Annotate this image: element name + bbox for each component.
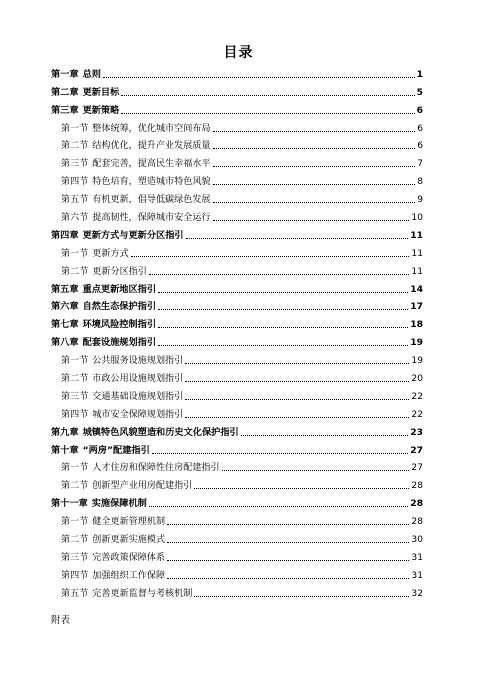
toc-section-entry[interactable] [51, 152, 423, 170]
entry-number: 第二节 [61, 141, 89, 152]
page-number: 19 [411, 356, 423, 367]
toc-section-entry[interactable] [51, 206, 423, 224]
entry-title: 更新目标 [82, 86, 120, 98]
page-number: 28 [411, 481, 423, 492]
toc-chapter-entry[interactable] [51, 296, 423, 314]
entry-number: 第一章 [51, 68, 79, 80]
dot-leader [167, 577, 409, 579]
dot-leader [241, 434, 408, 436]
entry-title: 配套完善，提高民生幸福水平 [92, 159, 211, 170]
entry-title: 重点更新地区指引 [82, 283, 157, 295]
dot-leader [167, 559, 409, 561]
page-number: 32 [411, 588, 423, 599]
page-number: 6 [416, 104, 423, 116]
entry-title: 健全更新管理机制 [92, 517, 166, 528]
page-number: 23 [410, 426, 423, 438]
entry-title: 完善政策保障体系 [92, 552, 166, 563]
toc-section-entry[interactable] [51, 403, 423, 421]
page-number: 20 [411, 374, 423, 385]
entry-title: 有机更新，倡导低碳绿色发展 [92, 195, 211, 206]
dot-leader [213, 130, 416, 132]
toc-section-entry[interactable] [51, 349, 423, 367]
toc-chapter-entry[interactable] [51, 99, 423, 117]
entry-number: 第八章 [51, 337, 79, 349]
entry-number: 第三节 [61, 159, 89, 170]
dot-leader [149, 505, 408, 507]
entry-title: 加强组织工作保障 [92, 570, 166, 581]
entry-title: 创新型产业用房配建指引 [92, 481, 193, 492]
toc-section-entry[interactable] [51, 135, 423, 153]
toc-chapter-entry[interactable] [51, 224, 423, 242]
dot-leader [194, 487, 409, 489]
dot-leader [158, 291, 408, 293]
toc-section-entry[interactable] [51, 242, 423, 260]
toc-section-entry[interactable] [51, 188, 423, 206]
page-number: 5 [416, 86, 423, 98]
page-number: 10 [411, 213, 423, 224]
dot-leader [213, 219, 410, 221]
entry-title: 交通基础设施规划指引 [92, 391, 184, 402]
dot-leader [185, 398, 409, 400]
page-number: 7 [417, 159, 423, 170]
entry-number: 第九章 [51, 426, 79, 438]
page-number: 11 [410, 229, 423, 241]
toc-section-entry[interactable] [51, 457, 423, 475]
page-number: 11 [411, 266, 423, 277]
dot-leader [103, 76, 415, 78]
entry-number: 第二章 [51, 86, 79, 98]
dot-leader [185, 416, 409, 418]
toc-section-entry[interactable] [51, 367, 423, 385]
dot-leader [158, 308, 408, 310]
entry-number: 第一节 [61, 248, 89, 259]
entry-number: 第一节 [61, 517, 89, 528]
page-number: 22 [411, 409, 423, 420]
toc-chapter-entry[interactable] [51, 439, 423, 457]
entry-title: 环境风险控制指引 [82, 319, 157, 331]
toc-section-entry[interactable] [51, 564, 423, 582]
entry-number: 第二节 [61, 535, 89, 546]
toc-chapter-entry[interactable] [51, 278, 423, 296]
dot-leader [213, 201, 416, 203]
appendix-label: 附表 [51, 615, 71, 626]
entry-title: 创新更新实施模式 [92, 535, 166, 546]
page-number: 8 [417, 177, 423, 188]
entry-title: 更新方式与更新分区指引 [82, 229, 184, 241]
entry-title: 提高韧性，保障城市安全运行 [92, 213, 211, 224]
dot-leader [213, 165, 416, 167]
toc-section-entry[interactable] [51, 170, 423, 188]
dot-leader [152, 452, 408, 454]
toc-section-entry[interactable] [51, 260, 423, 278]
page-number: 1 [416, 68, 423, 80]
entry-title: 整体统筹，优化城市空间布局 [92, 123, 211, 134]
entry-number: 第一节 [61, 463, 89, 474]
page-number: 6 [417, 123, 423, 134]
entry-number: 第二节 [61, 481, 89, 492]
dot-leader [213, 183, 416, 185]
dot-leader [121, 112, 414, 114]
entry-title: 更新方式 [92, 248, 129, 259]
entry-title: 结构优化，提升产业发展质量 [92, 141, 211, 152]
page-number: 11 [411, 248, 423, 259]
toc-chapter-entry[interactable] [51, 421, 423, 439]
toc-title: 目录 [223, 45, 254, 61]
entry-title: 人才住房和保障性住房配建指引 [92, 463, 220, 474]
entry-number: 第十章 [51, 444, 79, 456]
toc-chapter-entry[interactable] [51, 81, 423, 99]
entry-number: 第六章 [51, 301, 79, 313]
page-number: 31 [411, 552, 423, 563]
entry-number: 第四章 [51, 229, 79, 241]
toc-chapter-entry[interactable] [51, 313, 423, 331]
page-number: 14 [410, 283, 423, 295]
entry-number: 第一节 [61, 356, 89, 367]
entry-title: 完善更新监督与考核机制 [92, 588, 193, 599]
dot-leader [222, 469, 410, 471]
entry-number: 第三节 [61, 391, 89, 402]
toc-section-entry[interactable] [51, 546, 423, 564]
page-number: 19 [410, 337, 423, 349]
entry-title: 特色培育，塑造城市特色风貌 [92, 177, 211, 188]
entry-number: 第三节 [61, 552, 89, 563]
dot-leader [149, 273, 410, 275]
dot-leader [213, 147, 416, 149]
entry-title: 更新策略 [82, 104, 120, 116]
page-number: 27 [411, 463, 423, 474]
toc-chapter-entry[interactable] [51, 492, 423, 510]
entry-title: 市政公用设施规划指引 [92, 374, 184, 385]
toc-section-entry[interactable] [51, 117, 423, 135]
entry-number: 第一节 [61, 123, 89, 134]
entry-number: 第五章 [51, 283, 79, 295]
toc-section-entry[interactable] [51, 510, 423, 528]
toc-section-entry[interactable] [51, 528, 423, 546]
dot-leader [131, 255, 410, 257]
dot-leader [186, 237, 409, 239]
entry-number: 第二节 [61, 266, 89, 277]
dot-leader [194, 595, 409, 597]
toc-section-entry[interactable] [51, 385, 423, 403]
page-number: 17 [410, 301, 423, 313]
dot-leader [158, 326, 408, 328]
dot-leader [121, 94, 414, 96]
page-number: 28 [410, 498, 423, 510]
entry-title: 配套设施规划指引 [82, 337, 157, 349]
entry-number: 第十一章 [51, 498, 88, 510]
entry-number: 第三章 [51, 104, 79, 116]
page-number: 22 [411, 391, 423, 402]
page-number: 31 [411, 570, 423, 581]
page-number: 27 [410, 444, 423, 456]
page-number: 18 [410, 319, 423, 331]
entry-title: 城镇特色风貌塑造和历史文化保护指引 [82, 426, 239, 438]
entry-number: 第七章 [51, 319, 79, 331]
entry-title: 实施保障机制 [91, 498, 147, 510]
entry-title: 自然生态保护指引 [82, 301, 157, 313]
toc-section-entry[interactable] [51, 474, 423, 492]
entry-number: 第二节 [61, 374, 89, 385]
entry-title: 公共服务设施规划指引 [92, 356, 184, 367]
entry-title: 总则 [82, 68, 101, 80]
toc-chapter-entry[interactable] [51, 331, 423, 349]
entry-title: “两房”配建指引 [82, 444, 150, 456]
entry-number: 第五节 [61, 588, 89, 599]
entry-number: 第六节 [61, 213, 89, 224]
dot-leader [158, 344, 408, 346]
dot-leader [167, 523, 409, 525]
entry-title: 城市安全保障规划指引 [92, 409, 184, 420]
entry-title: 更新分区指引 [92, 266, 147, 277]
toc-section-entry[interactable] [51, 582, 423, 600]
dot-leader [167, 541, 409, 543]
page-number: 6 [417, 141, 423, 152]
entry-number: 第四节 [61, 177, 89, 188]
toc-chapter-entry[interactable] [51, 63, 423, 81]
entry-number: 第四节 [61, 570, 89, 581]
page-number: 9 [417, 195, 423, 206]
dot-leader [185, 362, 409, 364]
entry-number: 第五节 [61, 195, 89, 206]
table-of-contents [51, 63, 423, 600]
entry-number: 第四节 [61, 409, 89, 420]
dot-leader [185, 380, 409, 382]
page-number: 30 [411, 535, 423, 546]
page-number: 28 [411, 517, 423, 528]
